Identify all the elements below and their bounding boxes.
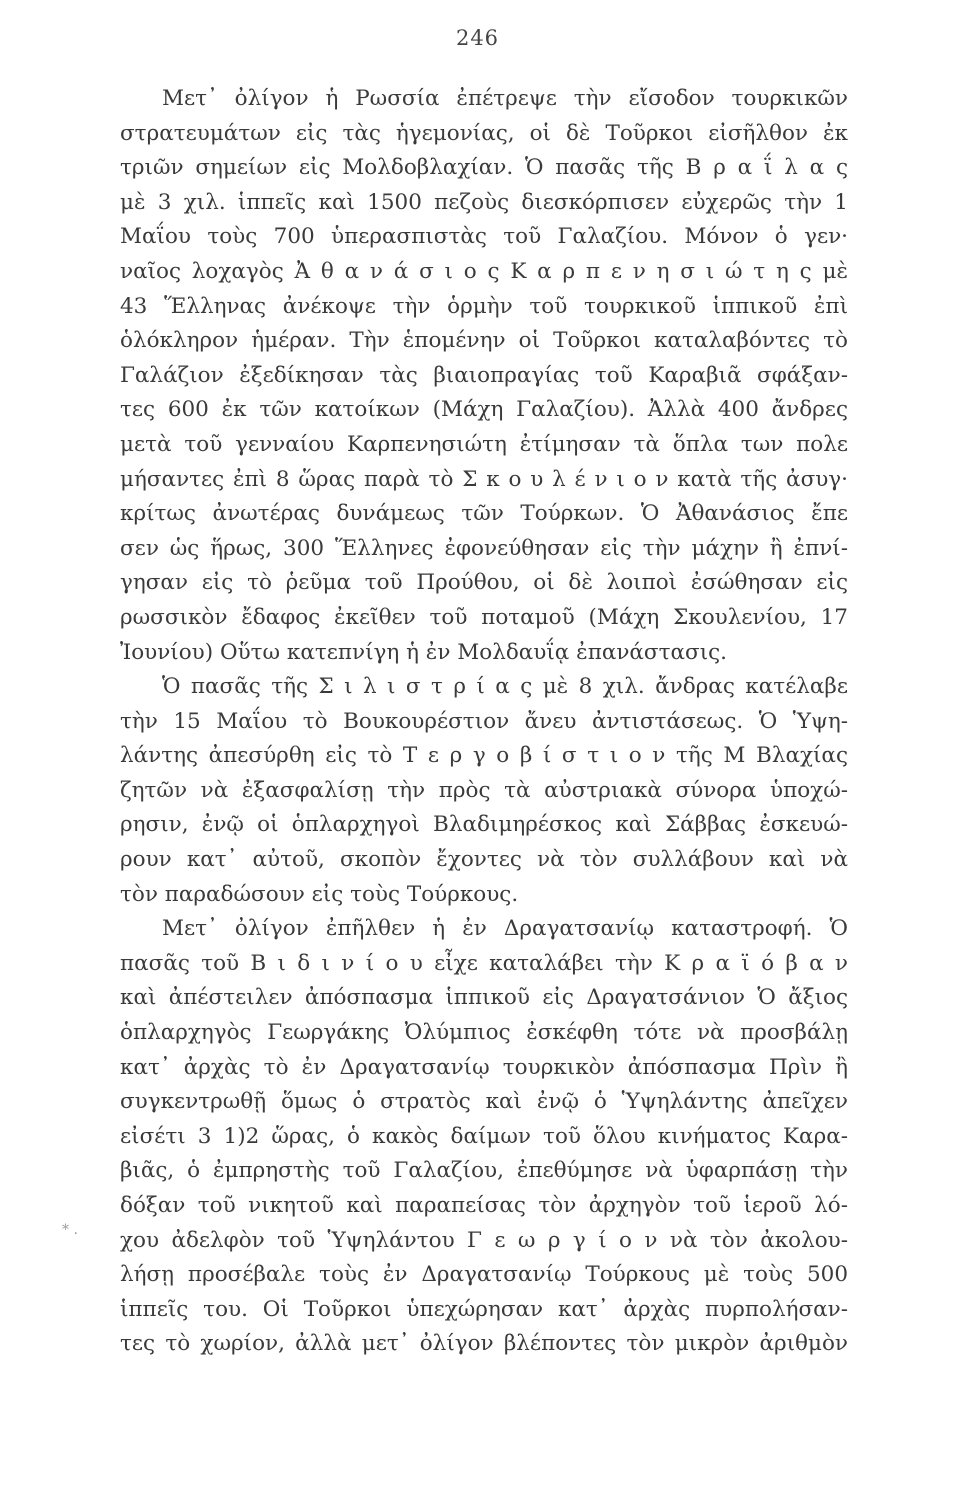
text-line: χου ἀδελφὸν τοῦ Ὑψηλάντου Γ ε ω ρ γ ί ο ν νὰ τὸν ἀκολου- <box>120 1227 848 1253</box>
text-line: ρωσσικὸν ἔδαφος ἐκεῖθεν τοῦ ποταμοῦ (Μάχη Σκουλενίου, 17 <box>120 604 848 630</box>
body-text <box>120 82 848 1362</box>
text-line: Μετ᾽ ὀλίγον ἐπῆλθεν ἡ ἐν Δραγατσανίῳ καταστροφή. Ὁ <box>162 916 848 942</box>
text-line: πασᾶς τοῦ Β ι δ ι ν ί ο υ εἶχε καταλάβει τὴν Κ ρ α ϊ ό β α ν <box>120 950 848 976</box>
text-line: τριῶν σημείων εἰς Μολδοβλαχίαν. Ὁ πασᾶς τῆς Β ρ α ΐ λ α ς <box>120 155 848 181</box>
margin-mark: * . <box>62 1222 78 1238</box>
text-line: καὶ ἀπέστειλεν ἀπόσπασμα ἱππικοῦ εἰς Δραγατσάνιον Ὁ ἄξιος <box>120 985 848 1011</box>
page-number: 246 <box>455 26 500 50</box>
text-line: ρουν κατ᾽ αὐτοῦ, σκοπὸν ἔχοντες νὰ τὸν συλλάβουν καὶ νὰ <box>120 847 848 873</box>
text-line: ἱππεῖς του. Οἱ Τοῦρκοι ὑπεχώρησαν κατ᾽ ἀρχὰς πυρπολήσαν- <box>120 1296 848 1322</box>
text-line: γησαν εἰς τὸ ῥεῦμα τοῦ Προύθου, οἱ δὲ λοιποὶ ἐσώθησαν εἰς <box>120 570 848 596</box>
text-line: Ὁ πασᾶς τῆς Σ ι λ ι σ τ ρ ί α ς μὲ 8 χιλ. ἄνδρας κατέλαβε <box>162 674 848 700</box>
text-line: ὁλόκληρον ἡμέραν. Τὴν ἑπομένην οἱ Τοῦρκοι καταλαβόντες τὸ <box>120 328 848 354</box>
text-line: μὲ 3 χιλ. ἱππεῖς καὶ 1500 πεζοὺς διεσκόρπισεν εὐχερῶς τὴν 1 <box>120 189 848 215</box>
text-line: δόξαν τοῦ νικητοῦ καὶ παραπείσας τὸν ἀρχηγὸν τοῦ ἱεροῦ λό- <box>120 1193 848 1218</box>
text-line: ὁπλαρχηγὸς Γεωργάκης Ὀλύμπιος ἐσκέφθη τότε νὰ προσβάλῃ <box>120 1020 848 1046</box>
text-line: κατ᾽ ἀρχὰς τὸ ἐν Δραγατσανίῳ τουρκικὸν ἀπόσπασμα Πρὶν ἢ <box>120 1054 848 1080</box>
text-line: τὸν παραδώσουν εἰς τοὺς Τούρκους. <box>120 881 519 907</box>
text-line: τες 600 ἐκ τῶν κατοίκων (Μάχη Γαλαζίου). Ἀλλὰ 400 ἄνδρες <box>120 397 848 423</box>
text-line: Γαλάζιον ἐξεδίκησαν τὰς βιαιοπραγίας τοῦ Καραβιᾶ σφάξαν- <box>120 362 848 388</box>
text-line: Μετ᾽ ὀλίγον ἡ Ρωσσία ἐπέτρεψε τὴν εἴσοδον τουρκικῶν <box>162 86 848 111</box>
text-line: μήσαντες ἐπὶ 8 ὥρας παρὰ τὸ Σ κ ο υ λ έ ν ι ο ν κατὰ τῆς ἀσυγ· <box>120 466 848 492</box>
text-line: τὴν 15 Μαΐου τὸ Βουκουρέστιον ἄνευ ἀντιστάσεως. Ὁ Ὑψη- <box>120 708 848 734</box>
text-line: λήσῃ προσέβαλε τοὺς ἐν Δραγατσανίῳ Τούρκους μὲ τοὺς 500 <box>120 1262 848 1288</box>
text-line: συγκεντρωθῇ ὅμως ὁ στρατὸς καὶ ἐνῷ ὁ Ὑψηλάντης ἀπεῖχεν <box>120 1089 848 1115</box>
text-line: στρατευμάτων εἰς τὰς ἡγεμονίας, οἱ δὲ Τοῦρκοι εἰσῆλθον ἐκ <box>120 120 848 146</box>
text-line: ναῖος λοχαγὸς Ἀ θ α ν ά σ ι ο ς Κ α ρ π ε ν η σ ι ώ τ η ς μὲ <box>120 258 848 284</box>
text-line: Μαΐου τοὺς 700 ὑπερασπιστὰς τοῦ Γαλαζίου. Μόνον ὁ γεν· <box>120 224 848 250</box>
text-line: σεν ὡς ἥρως, 300 Ἕλληνες ἐφονεύθησαν εἰς τὴν μάχην ἢ ἐπνί- <box>120 535 848 561</box>
text-line: βιᾶς, ὁ ἐμπρηστὴς τοῦ Γαλαζίου, ἐπεθύμησε νὰ ὑφαρπάσῃ τὴν <box>120 1158 848 1184</box>
text-line: τες τὸ χωρίον, ἀλλὰ μετ᾽ ὀλίγον βλέποντες τὸν μικρὸν ἀριθμὸν <box>120 1331 848 1357</box>
text-line: μετὰ τοῦ γενναίου Καρπενησιώτη ἐτίμησαν τὰ ὅπλα των πολε <box>120 431 848 457</box>
text-line: 43 Ἕλληνας ἀνέκοψε τὴν ὁρμὴν τοῦ τουρκικοῦ ἱππικοῦ ἐπὶ <box>120 293 848 319</box>
text-line: ρησιν, ἐνῷ οἱ ὁπλαρχηγοὶ Βλαδιμηρέσκος καὶ Σάββας ἐσκευώ- <box>120 812 848 838</box>
text-line: λάντης ἀπεσύρθη εἰς τὸ Τ ε ρ γ ο β ί σ τ ι ο ν τῆς Μ Βλαχίας <box>120 743 848 769</box>
text-line: ζητῶν νὰ ἐξασφαλίσῃ τὴν πρὸς τὰ αὐστριακὰ σύνορα ὑποχώ- <box>120 777 848 803</box>
text-line: κρίτως ἀνωτέρας δυνάμεως τῶν Τούρκων. Ὁ Ἀθανάσιος ἔπε <box>120 501 848 527</box>
text-line: Ἰουνίου) Οὕτω κατεπνίγη ἡ ἐν Μολδαυΐᾳ ἐπανάστασις. <box>120 639 727 665</box>
text-line: εἰσέτι 3 1)2 ὥρας, ὁ κακὸς δαίμων τοῦ ὅλου κινήματος Καρα- <box>120 1123 848 1149</box>
